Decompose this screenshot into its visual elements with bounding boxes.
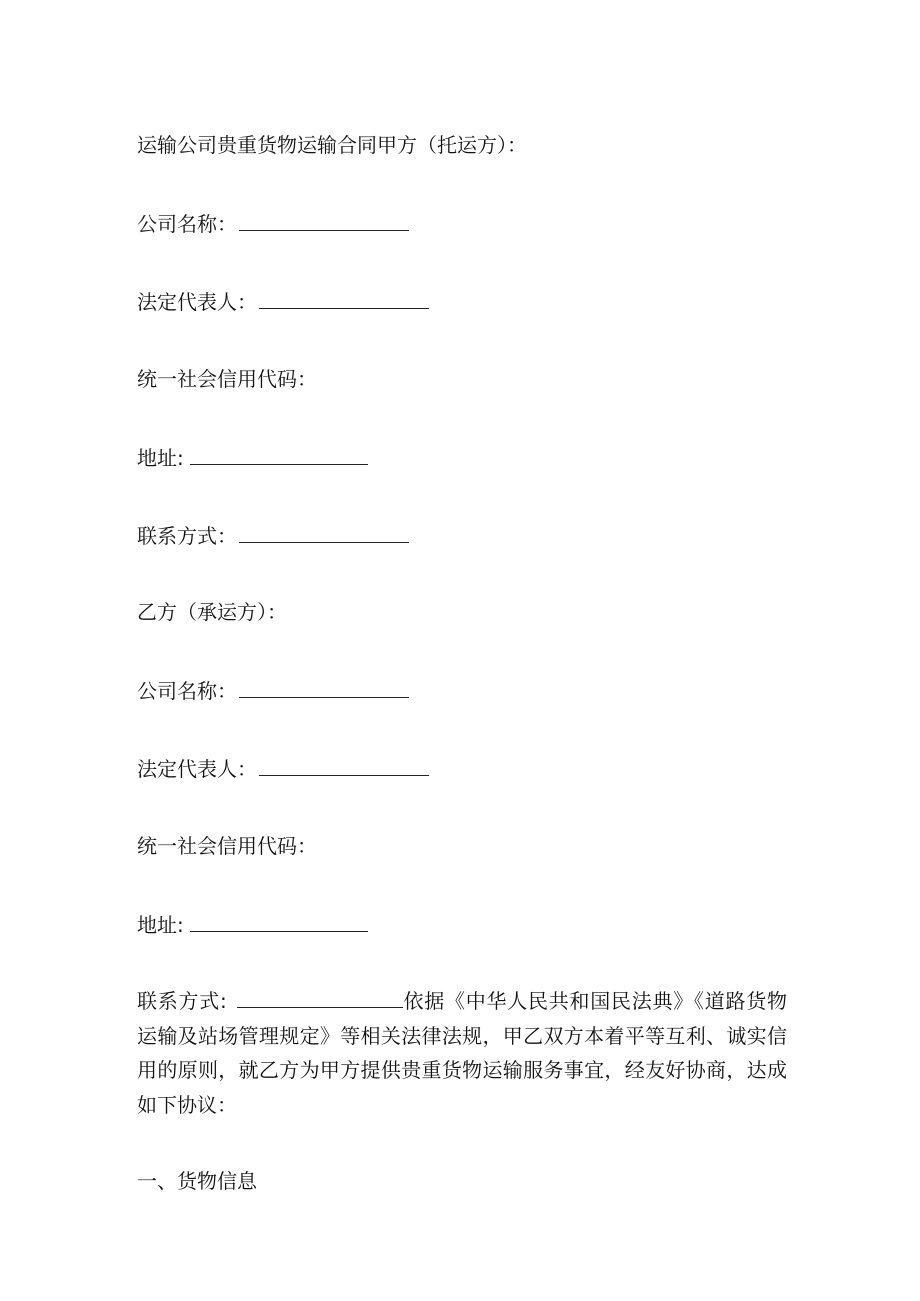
party-b-address-label: 地址:	[137, 913, 184, 937]
party-b-credit-code-label: 统一社会信用代码：	[137, 834, 317, 858]
party-b-heading-row	[137, 599, 287, 625]
party-a-credit-code-label: 统一社会信用代码：	[137, 367, 317, 391]
document-title	[137, 132, 527, 158]
section-1-heading-row	[137, 1168, 257, 1194]
title-text: 运输公司贵重货物运输合同甲方（托运方）：	[137, 133, 527, 157]
party-a-address-blank	[190, 444, 368, 465]
party-a-legal-rep-blank	[259, 288, 429, 309]
preamble-text: 依据《中华人民共和国民法典》《道路货物运输及站场管理规定》等相关法律法规，甲乙双方本着平等互利、诚实信用的原则，就乙方为甲方提供贵重货物运输服务事宜，经友好协商，达成如下协议：	[137, 989, 787, 1117]
party-a-company-name-label: 公司名称：	[137, 212, 237, 236]
party-a-legal-rep-label: 法定代表人：	[137, 290, 257, 314]
party-b-address-blank	[190, 911, 368, 932]
party-b-company-name-blank	[239, 677, 409, 698]
party-b-legal-rep-label: 法定代表人：	[137, 757, 257, 781]
party-a-contact-label: 联系方式：	[137, 524, 237, 548]
section-1-heading: 一、货物信息	[137, 1169, 257, 1193]
party-b-legal-rep-row	[137, 755, 429, 782]
party-a-contact-row	[137, 522, 409, 549]
party-a-legal-rep-row	[137, 288, 429, 315]
party-b-legal-rep-blank	[259, 755, 429, 776]
party-a-address-label: 地址:	[137, 446, 184, 470]
party-a-contact-blank	[239, 522, 409, 543]
party-b-contact-blank	[237, 986, 403, 1008]
party-b-credit-code-row	[137, 833, 317, 859]
party-b-address-row	[137, 911, 368, 938]
party-a-credit-code-row	[137, 366, 317, 392]
party-b-contact-and-preamble	[137, 984, 787, 1122]
party-b-company-name-row	[137, 677, 409, 704]
party-a-company-name-row	[137, 210, 409, 237]
party-b-heading: 乙方（承运方）：	[137, 600, 287, 624]
party-b-contact-label: 联系方式:	[137, 989, 227, 1013]
party-a-address-row	[137, 444, 368, 471]
party-b-company-name-label: 公司名称：	[137, 679, 237, 703]
party-a-company-name-blank	[239, 210, 409, 231]
